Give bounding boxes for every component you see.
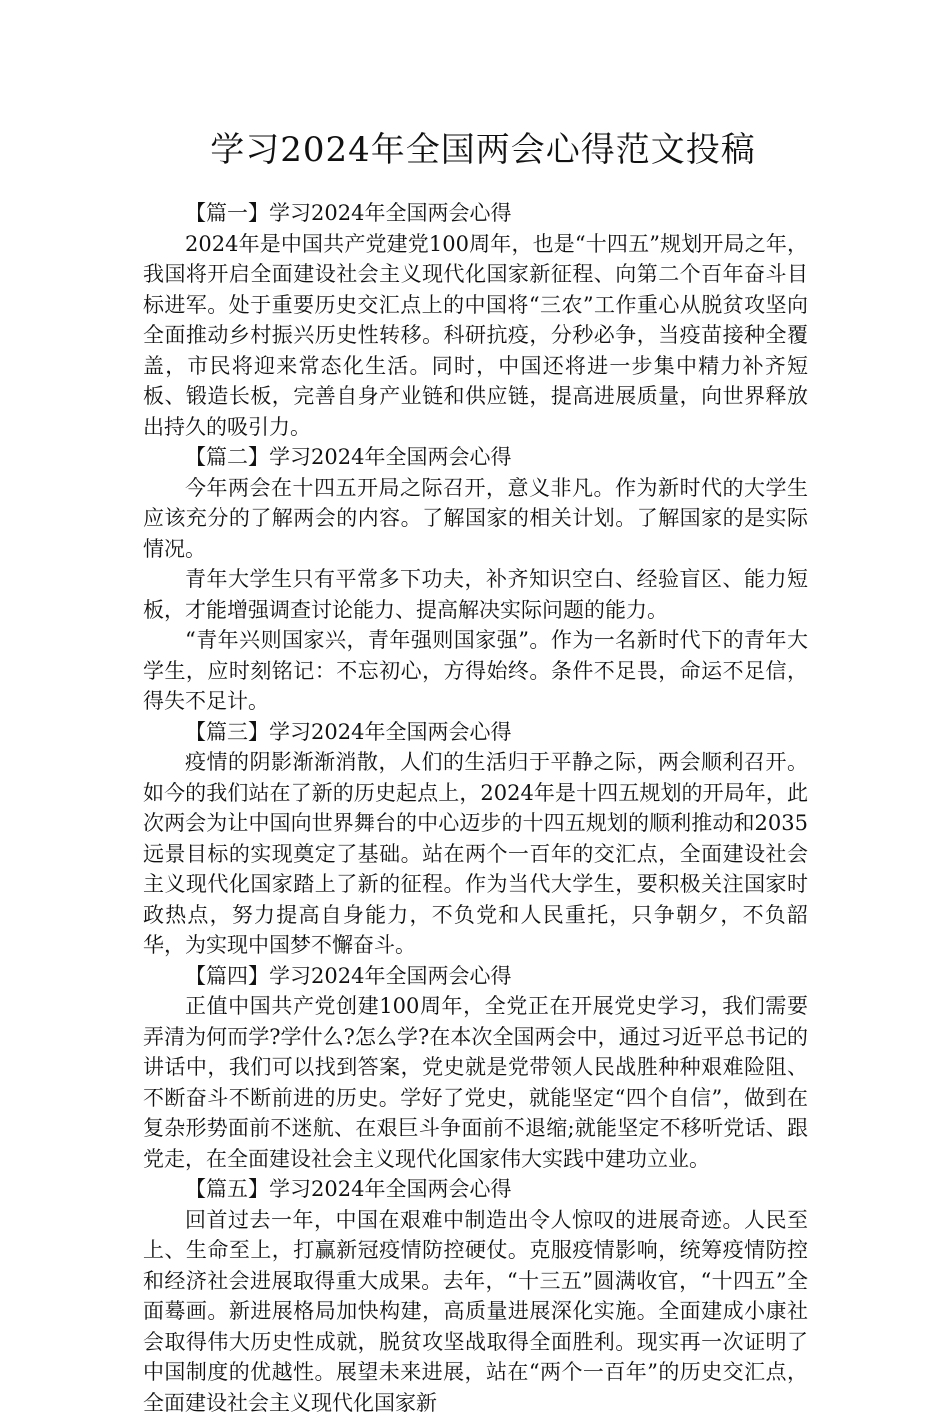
paragraph: 2024年是中国共产党建党100周年，也是“十四五”规划开局之年，我国将开启全面建设社会主义现代化国家新征程、向第二个百年奋斗目标进军。处于重要历史交汇点上的中国将“三农”工作重心从脱贫攻坚向全面推动乡村振兴历史性转移。科研抗疫，分秒必争，当疫苗接种全覆盖，市民将迎来常态化生活。同时，中国还将进一步集中精力补齐短板、锻造长板，完善自身产业链和供应链，提高进展质量，向世界释放出持久的吸引力。	[143, 229, 808, 443]
paragraph: 正值中国共产党创建100周年，全党正在开展党史学习，我们需要弄清为何而学?学什么?怎么学?在本次全国两会中，通过习近平总书记的讲话中，我们可以找到答案，党史就是党带领人民战胜种种艰难险阻、不断奋斗不断前进的历史。学好了党史，就能坚定“四个自信”，做到在复杂形势面前不迷航、在艰巨斗争面前不退缩;就能坚定不移听党话、跟党走，在全面建设社会主义现代化国家伟大实践中建功立业。	[143, 991, 808, 1174]
section-heading-3: 【篇三】学习2024年全国两会心得	[143, 717, 808, 748]
paragraph: 今年两会在十四五开局之际召开，意义非凡。作为新时代的大学生应该充分的了解两会的内容。了解国家的相关计划。了解国家的是实际情况。	[143, 473, 808, 565]
section-heading-5: 【篇五】学习2024年全国两会心得	[143, 1174, 808, 1205]
section-heading-1: 【篇一】学习2024年全国两会心得	[143, 198, 808, 229]
paragraph: 回首过去一年，中国在艰难中制造出令人惊叹的进展奇迹。人民至上、生命至上，打赢新冠疫情防控硬仗。克服疫情影响，统筹疫情防控和经济社会进展取得重大成果。去年，“十三五”圆满收官，“十四五”全面蓦画。新进展格局加快构建，高质量进展深化实施。全面建成小康社会取得伟大历史性成就，脱贫攻坚战取得全面胜利。现实再一次证明了中国制度的优越性。展望未来进展，站在“两个一百年”的历史交汇点，全面建设社会主义现代化国家新	[143, 1205, 808, 1418]
paragraph: 青年大学生只有平常多下功夫，补齐知识空白、经验盲区、能力短板，才能增强调查讨论能力、提高解决实际问题的能力。	[143, 564, 808, 625]
section-heading-2: 【篇二】学习2024年全国两会心得	[143, 442, 808, 473]
document-body	[143, 198, 808, 1418]
paragraph: “青年兴则国家兴，青年强则国家强”。作为一名新时代下的青年大学生，应时刻铭记：不忘初心，方得始终。条件不足畏，命运不足信，得失不足计。	[143, 625, 808, 717]
paragraph: 疫情的阴影渐渐消散，人们的生活归于平静之际，两会顺利召开。如今的我们站在了新的历史起点上，2024年是十四五规划的开局年，此次两会为让中国向世界舞台的中心迈步的十四五规划的顺利推动和2035远景目标的实现奠定了基础。站在两个一百年的交汇点，全面建设社会主义现代化国家踏上了新的征程。作为当代大学生，要积极关注国家时政热点，努力提高自身能力，不负党和人民重托，只争朝夕，不负韶华，为实现中国梦不懈奋斗。	[143, 747, 808, 961]
document-title: 学习2024年全国两会心得范文投稿	[143, 128, 823, 172]
section-heading-4: 【篇四】学习2024年全国两会心得	[143, 961, 808, 992]
